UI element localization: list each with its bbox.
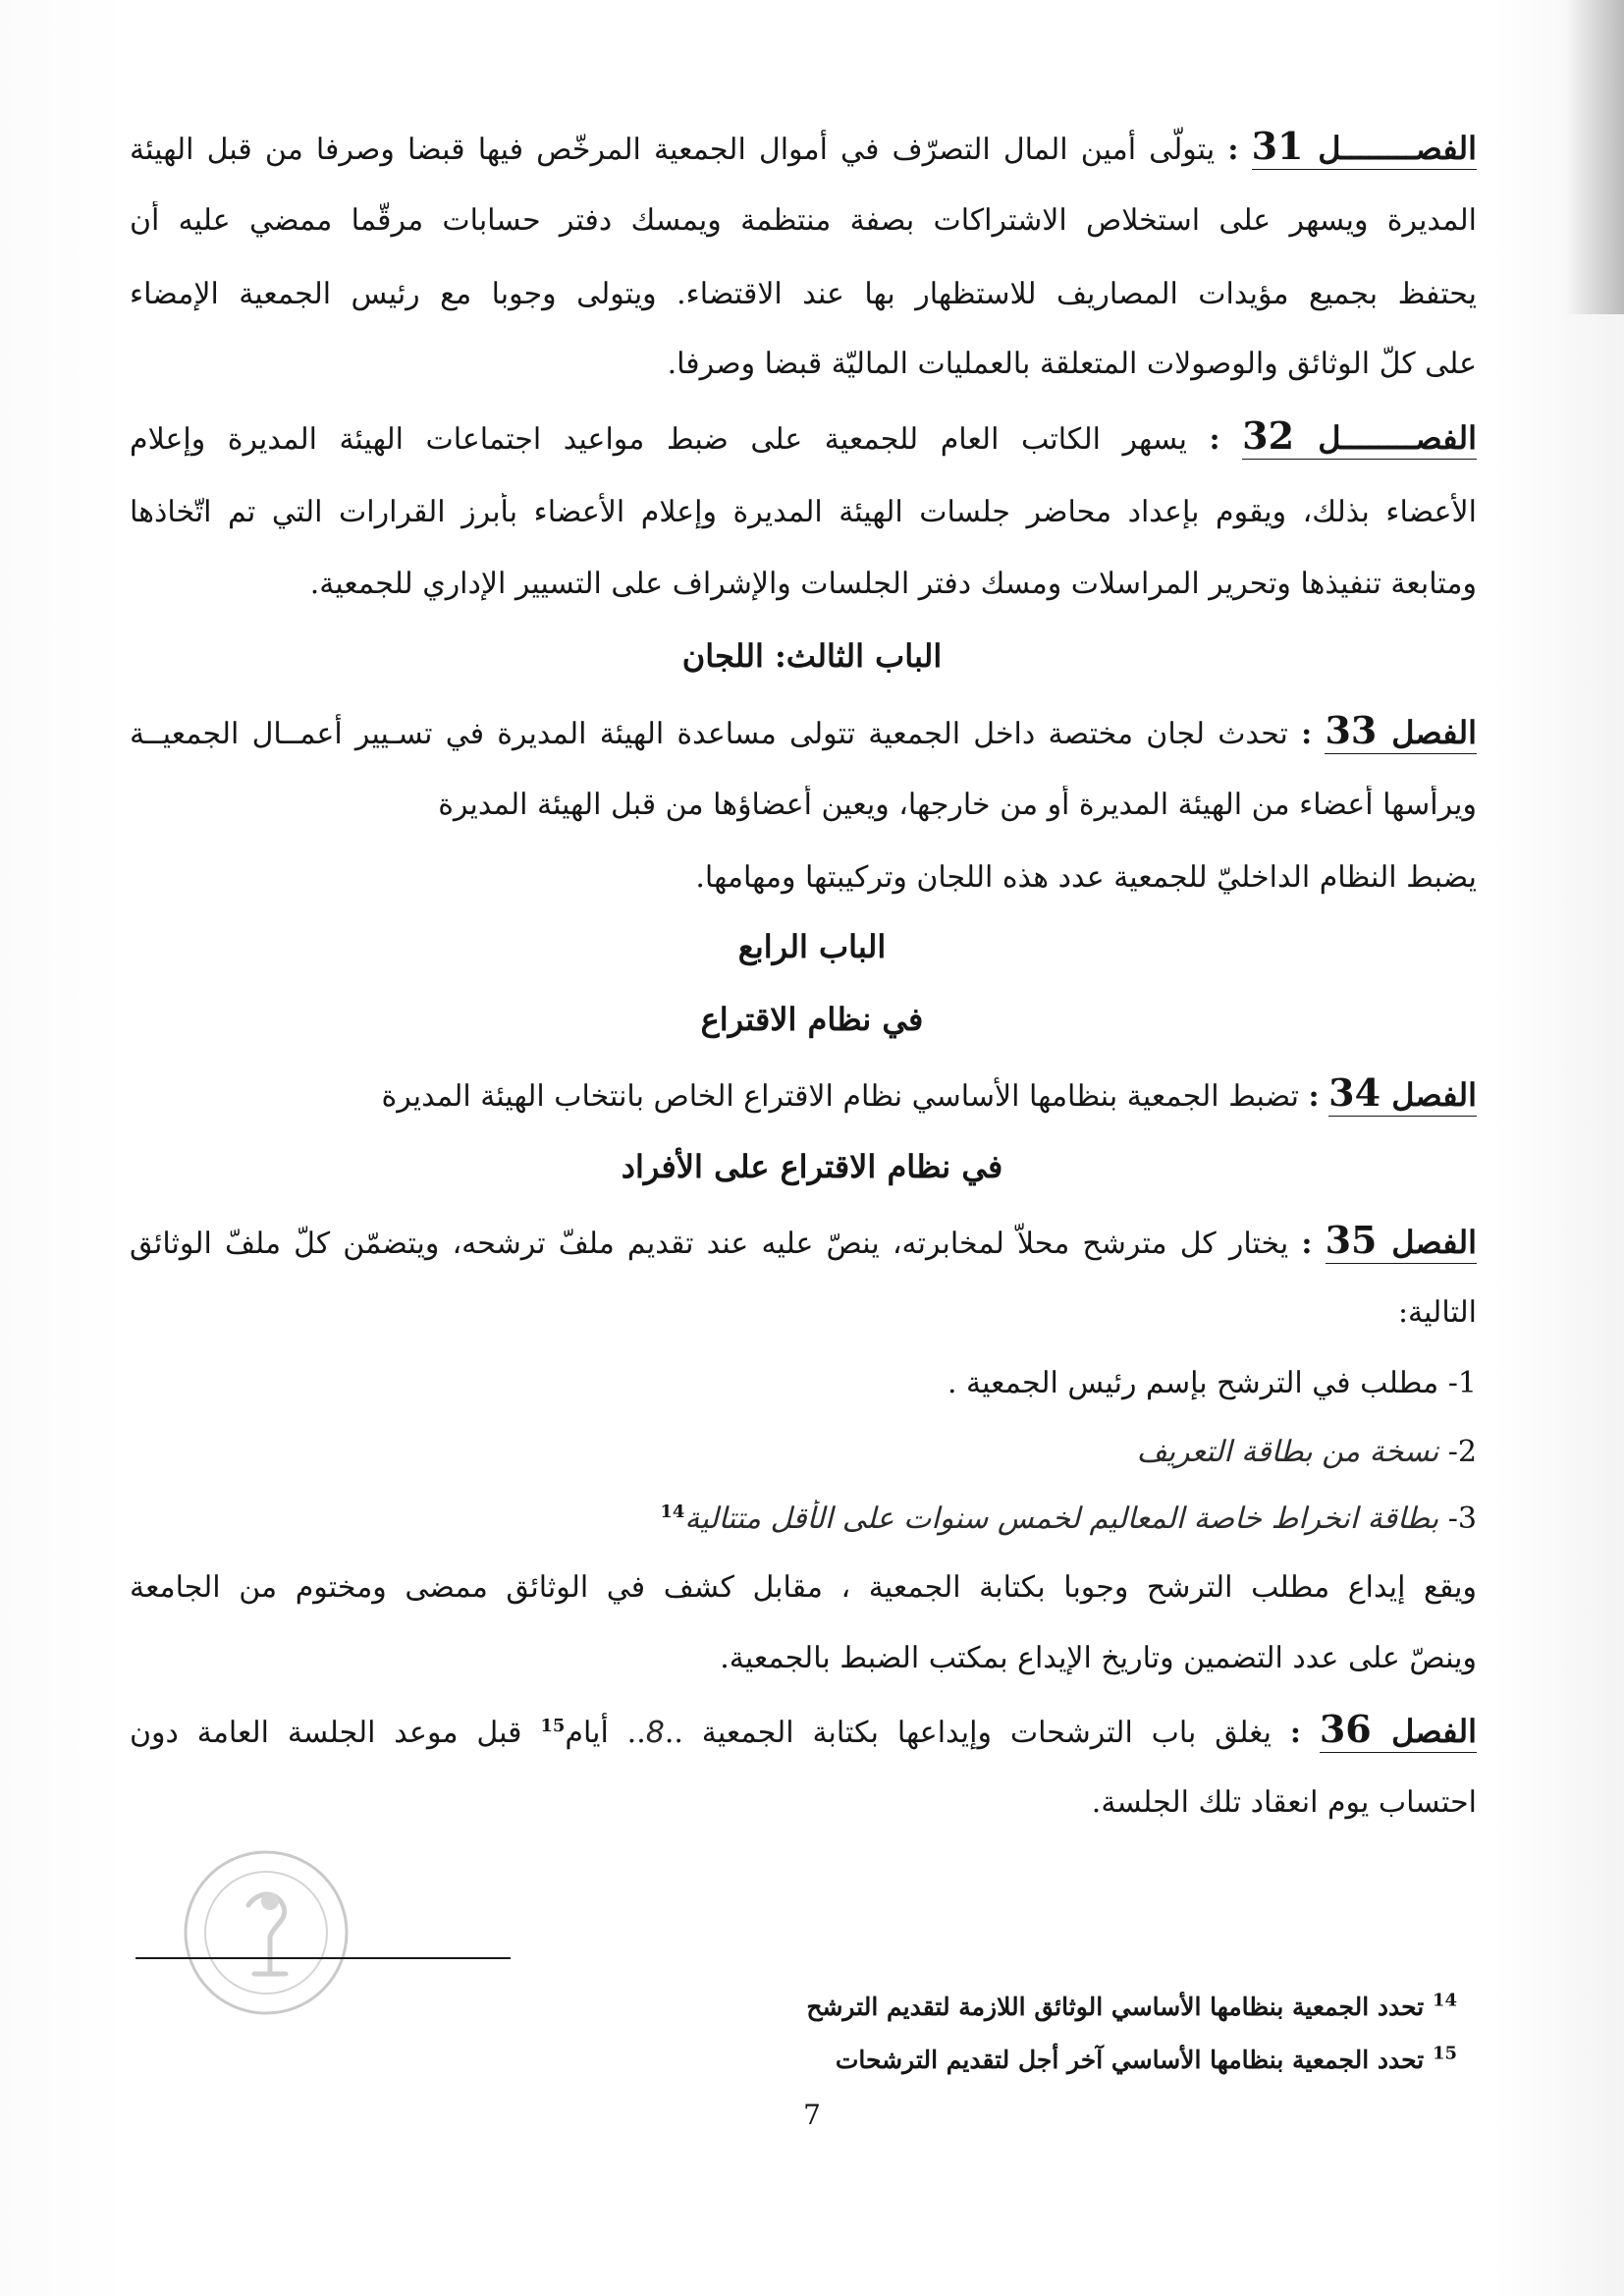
- article-31-line-2: المديرة ويسهر على استخلاص الاشتراكات بصفة منتظمة ويمسك دفتر حسابات مرقّما ممضي عليه أن: [130, 203, 1477, 238]
- article-36-text-c: قبل موعد الجلسة العامة دون: [130, 1716, 522, 1750]
- footnote-15-number: 15: [1432, 2043, 1457, 2064]
- article-32-number: 32: [1242, 416, 1295, 458]
- footnote-ref-14: 14: [660, 1502, 685, 1522]
- article-32-line-1: [130, 416, 1477, 460]
- article-32-line-3: ومتابعة تنفيذها وتحرير المراسلات ومسك دفتر الجلسات والإشراف على التسيير الإداري للجمعية.: [309, 567, 1477, 601]
- article-36-line-2: احتساب يوم انعقاد تلك الجلسة.: [1091, 1785, 1477, 1820]
- footnote-15-text: تحدد الجمعية بنظامها الأساسي آخر أجل لتقديم الترشحات: [835, 2046, 1425, 2074]
- article-32-label: الفصــــــــل 32: [1242, 419, 1477, 460]
- article-35-number: 35: [1325, 1221, 1378, 1262]
- article-35-item-2: [130, 1433, 1477, 1472]
- item-2-number: 2-: [1447, 1435, 1477, 1469]
- footnote-15: [836, 2044, 1457, 2077]
- article-34-colon: :: [1308, 1079, 1320, 1114]
- chapter-4-subheading: في نظام الاقتراع: [700, 1001, 924, 1038]
- article-34-line-1: [130, 1073, 1477, 1117]
- article-32-text-1: يسهر الكاتب العام للجمعية على ضبط مواعيد اجتماعات الهيئة المديرة وإعلام: [130, 422, 1187, 457]
- chapter-3-heading: الباب الثالث: اللجان: [681, 637, 943, 675]
- footnote-14-number: 14: [1432, 1990, 1457, 2011]
- article-35-line-1: [130, 1221, 1477, 1264]
- article-35-item-1: [130, 1364, 1477, 1403]
- footnote-separator: [135, 1957, 511, 1959]
- article-33-line-3: يضبط النظام الداخليّ للجمعية عدد هذه اللجان وتركيبتها ومهامها.: [695, 860, 1477, 895]
- item-1-number: 1-: [1447, 1366, 1477, 1400]
- article-34-label: الفصل 34: [1328, 1076, 1477, 1117]
- individual-vote-heading: في نظام الاقتراع على الأفراد: [621, 1148, 1003, 1185]
- article-34-text-1: تضبط الجمعية بنظامها الأساسي نظام الاقتراع الخاص بانتخاب الهيئة المديرة: [381, 1079, 1299, 1114]
- article-35-after-line-1: ويقع إيداع مطلب الترشح وجوبا بكتابة الجمعية ، مقابل كشف في الوثائق ممضى ومختوم من الجامعة: [130, 1570, 1477, 1605]
- article-33-text-1: تحدث لجان مختصة داخل الجمعية تتولى مساعدة الهيئة المديرة في تسـيير أعمــال الجمعيــة: [130, 717, 1288, 751]
- article-34-number: 34: [1328, 1073, 1381, 1115]
- footnote-ref-15: 15: [540, 1716, 566, 1736]
- article-35-label: الفصل 35: [1326, 1224, 1477, 1264]
- article-36-text-b: .. أيام: [565, 1716, 646, 1750]
- article-33-colon: :: [1301, 717, 1313, 751]
- page-number: 7: [803, 2099, 821, 2131]
- article-32-line-2: الأعضاء بذلك، ويقوم بإعداد محاضر جلسات الهيئة المديرة وإعلام الأعضاء بأبرز القرارات التي تم اتّخاذها: [130, 495, 1477, 529]
- article-33-line-1: [130, 711, 1477, 754]
- article-32-colon: :: [1209, 422, 1220, 457]
- article-31-line-4: على كلّ الوثائق والوصولات المتعلقة بالعمليات الماليّة قبضا وصرفا.: [667, 347, 1477, 381]
- article-31-line-3: يحتفظ بجميع مؤيدات المصاريف للاستظهار بها عند الاقتضاء. ويتولى وجوبا مع رئيس الجمعية الإمضاء: [130, 277, 1477, 311]
- item-3-number: 3-: [1447, 1502, 1477, 1536]
- footnote-14-text: تحدد الجمعية بنظامها الأساسي الوثائق اللازمة لتقديم الترشح: [806, 1993, 1425, 2021]
- article-36-line-1: [130, 1710, 1477, 1753]
- article-33-number: 33: [1325, 711, 1378, 752]
- article-33-line-2: ويرأسها أعضاء من الهيئة المديرة أو من خارجها، ويعين أعضاؤها من قبل الهيئة المديرة: [438, 788, 1477, 822]
- article-31-label: الفصــــــــل 31: [1252, 130, 1477, 170]
- article-36-text-a: يغلق باب الترشحات وإيداعها بكتابة الجمعية ..: [664, 1716, 1272, 1750]
- article-33-label: الفصل 33: [1325, 714, 1477, 754]
- faded-stamp-seal: [180, 1846, 352, 2019]
- article-31-colon: :: [1227, 133, 1239, 167]
- article-35-item-3: [130, 1500, 1477, 1539]
- item-1-text: مطلب في الترشح بإسم رئيس الجمعية .: [947, 1366, 1439, 1400]
- article-31-text-1: يتولّى أمين المال التصرّف في أموال الجمعية المرخّص فيها قبضا وصرفا من قبل الهيئة: [130, 133, 1216, 167]
- item-2-handwritten-text: نسخة من بطاقة التعريف: [1136, 1435, 1439, 1469]
- article-31-line-1: [130, 127, 1477, 170]
- article-31-number: 31: [1251, 127, 1304, 168]
- scan-edge-shadow: [1565, 0, 1624, 314]
- article-36-label: الفصل 36: [1320, 1713, 1477, 1753]
- item-3-handwritten-text: بطاقة انخراط خاصة المعاليم لخمس سنوات على الأقل متتالية: [684, 1502, 1439, 1536]
- article-35-after-line-2: وينصّ على عدد التضمين وتاريخ الإيداع بمكتب الضبط بالجمعية.: [720, 1641, 1477, 1675]
- article-36-handwritten-days: 8: [645, 1716, 665, 1750]
- article-35-colon: :: [1301, 1227, 1313, 1261]
- article-36-number: 36: [1319, 1710, 1372, 1751]
- article-36-colon: :: [1289, 1716, 1301, 1750]
- article-35-text-1: يختار كل مترشح محلاّ لمخابرته، ينصّ عليه عند تقديم ملفّ ترشحه، ويتضمّن كلّ ملفّ الوثائق: [130, 1227, 1289, 1261]
- article-35-line-2: التالية:: [1397, 1295, 1477, 1330]
- footnote-14: [806, 1991, 1457, 2024]
- chapter-4-heading: الباب الرابع: [737, 928, 887, 965]
